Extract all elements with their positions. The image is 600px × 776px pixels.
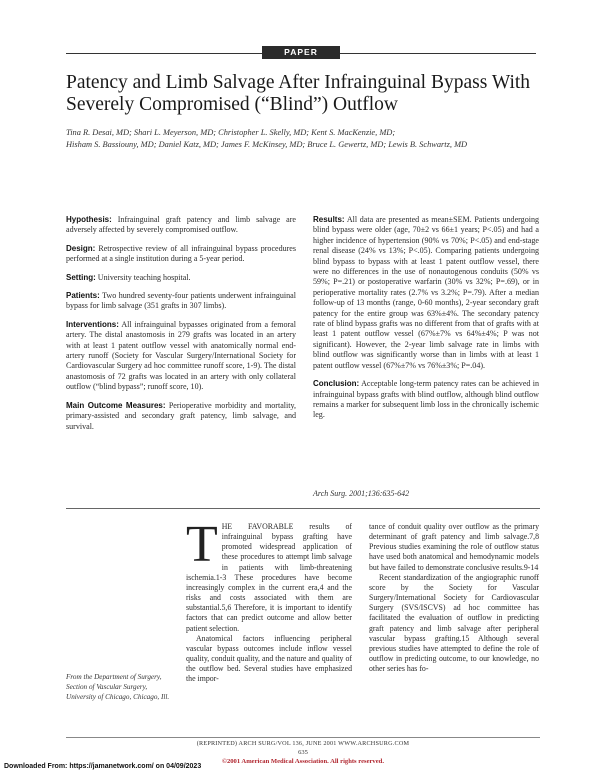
body-column-2 — [369, 522, 539, 674]
abstract-section: Results: All data are presented as mean±SEM. Patients undergoing blind bypass were older (age, 70±2 vs 66±1 years; P<.05) and had a higher incidence of hypertension (90% vs 70%; P<.05) and end-stage renal disease (24% vs 13%; P<.05). Comparing patients undergoing blind bypass to bypass with at least 1 patent outflow vessel, there were no differences in the use of nonautogenous conduits (50% vs 59%; P=.21) or postoperative warfarin (30% vs 32%; P=.69), or in perioperative mortality rates (2.7% vs 3.2%; P=.79). After a median follow-up of 13 months (range, 0-60 months), 2-year secondary graft patency for the entire group was 63%±4%. The secondary patency rate of blind bypass grafts was no different from that of grafts with at least 1 patent outflow vessel (67%±7% vs 64%±4%; P was not significant). However, the 2-year limb salvage rate in limbs with blind outflow was significantly worse than in limbs with at least 1 patent outflow vessel (67%±7% vs 76%±3%; P=.04). — [313, 215, 539, 370]
journal-citation: Arch Surg. 2001;136:635-642 — [313, 489, 410, 498]
author-affiliation: From the Department of Surgery, Section of Vascular Surgery, University of Chicago, Chicago, Ill. — [66, 673, 170, 701]
body-paragraph: tance of conduit quality over outflow as the primary determinant of graft patency and limb salvage.7,8 Previous studies examining the role of outflow status have used both anatomical and hemodynamic models but have failed to demonstrate conclusive results.9-14 — [369, 522, 539, 572]
abstract-right-column — [313, 215, 539, 429]
body-paragraph: Anatomical factors influencing peripheral vascular bypass outcomes include inflow vessel quality, conduit quality, and the nature and quality of the outflow bed. Several studies have emphasized the impor- — [186, 633, 352, 684]
footer-journal-line: (REPRINTED) ARCH SURG/VOL 136, JUNE 2001 WWW.ARCHSURG.COM — [196, 740, 410, 747]
author-list — [66, 127, 536, 151]
author-line: Tina R. Desai, MD; Shari L. Meyerson, MD; Christopher L. Skelly, MD; Kent S. MacKenzie, MD; — [66, 128, 396, 137]
footer-rule — [66, 737, 540, 738]
body-column-1 — [186, 516, 353, 685]
abstract-section: Hypothesis: Infrainguinal graft patency and limb salvage are adversely affected by severely compromised outflow. — [66, 215, 296, 235]
abstract-section: Design: Retrospective review of all infrainguinal bypass procedures performed at a single institution during a 5-year period. — [66, 243, 297, 264]
abstract-section: Setting: University teaching hospital. — [66, 272, 191, 282]
abstract-section: Main Outcome Measures: Perioperative morbidity and mortality, primary-assisted and secondary graft patency, limb salvage, and survival. — [66, 400, 296, 431]
author-line: Hisham S. Bassiouny, MD; Daniel Katz, MD; James F. McKinsey, MD; Bruce L. Gewertz, MD; Lewis B. Schwartz, MD — [66, 140, 468, 149]
drop-cap: T — [186, 516, 218, 573]
download-stamp: Downloaded From: https://jamanetwork.com/ on 04/09/2023 — [4, 763, 202, 770]
abstract-section: Conclusion: Acceptable long-term patency rates can be achieved in infrainguinal bypass grafts with blind outflow, although blind outflow remains a marker for subsequent limb loss in the chronically ischemic leg. — [313, 379, 539, 420]
copyright-notice: ©2001 American Medical Association. All rights reserved. — [222, 758, 384, 765]
article-title: Patency and Limb Salvage After Infrainguinal Bypass With Severely Compromised (“Blind”) Outflow — [66, 72, 531, 115]
abstract-section: Interventions: All infrainguinal bypasses originated from a femoral artery. The distal anastomosis in 279 grafts was located in an artery with at least 1 patent outflow vessel with anatomically normal end-artery runoff (Society for Vascular Surgery/International Society for Cardiovascular Surgery ad hoc committee runoff score, 1-9). The distal anastomosis of 72 grafts was located in an artery with only collateral outflow (“blind bypass”; runoff score, 10). — [66, 319, 296, 392]
abstract-divider — [66, 508, 540, 509]
abstract-section: Patients: Two hundred seventy-four patients underwent infrainguinal bypass for limb salvage (351 grafts in 307 limbs). — [66, 291, 296, 311]
body-paragraph: THE FAVORABLE results of infrainguinal bypass grafting have promoted widespread application of these procedures to attempt limb salvage in patients with limb-threatening ischemia.1-3 These procedures have become increasingly complex in the current era,4 and the risks and costs associated with them are substantial.5,6 Therefore, it is important to identify factors that can predict outcome and allow better patient selection. — [186, 516, 353, 633]
page-number: 635 — [298, 749, 308, 756]
body-paragraph: Recent standardization of the angiographic runoff score by the Society for Vascular Surgery/International Society for Cardiovascular Surgery (SVS/ISCVS) ad hoc committee has facilitated the evaluation of outflow in predicting graft patency and limb salvage after peripheral vascular bypass grafting.15 Although several previous studies have attempted to define the role of outflow in predicting outcome, to our knowledge, no other series has fo- — [369, 572, 539, 674]
article-type-tag: PAPER — [262, 46, 340, 59]
abstract-left-column — [66, 215, 296, 440]
